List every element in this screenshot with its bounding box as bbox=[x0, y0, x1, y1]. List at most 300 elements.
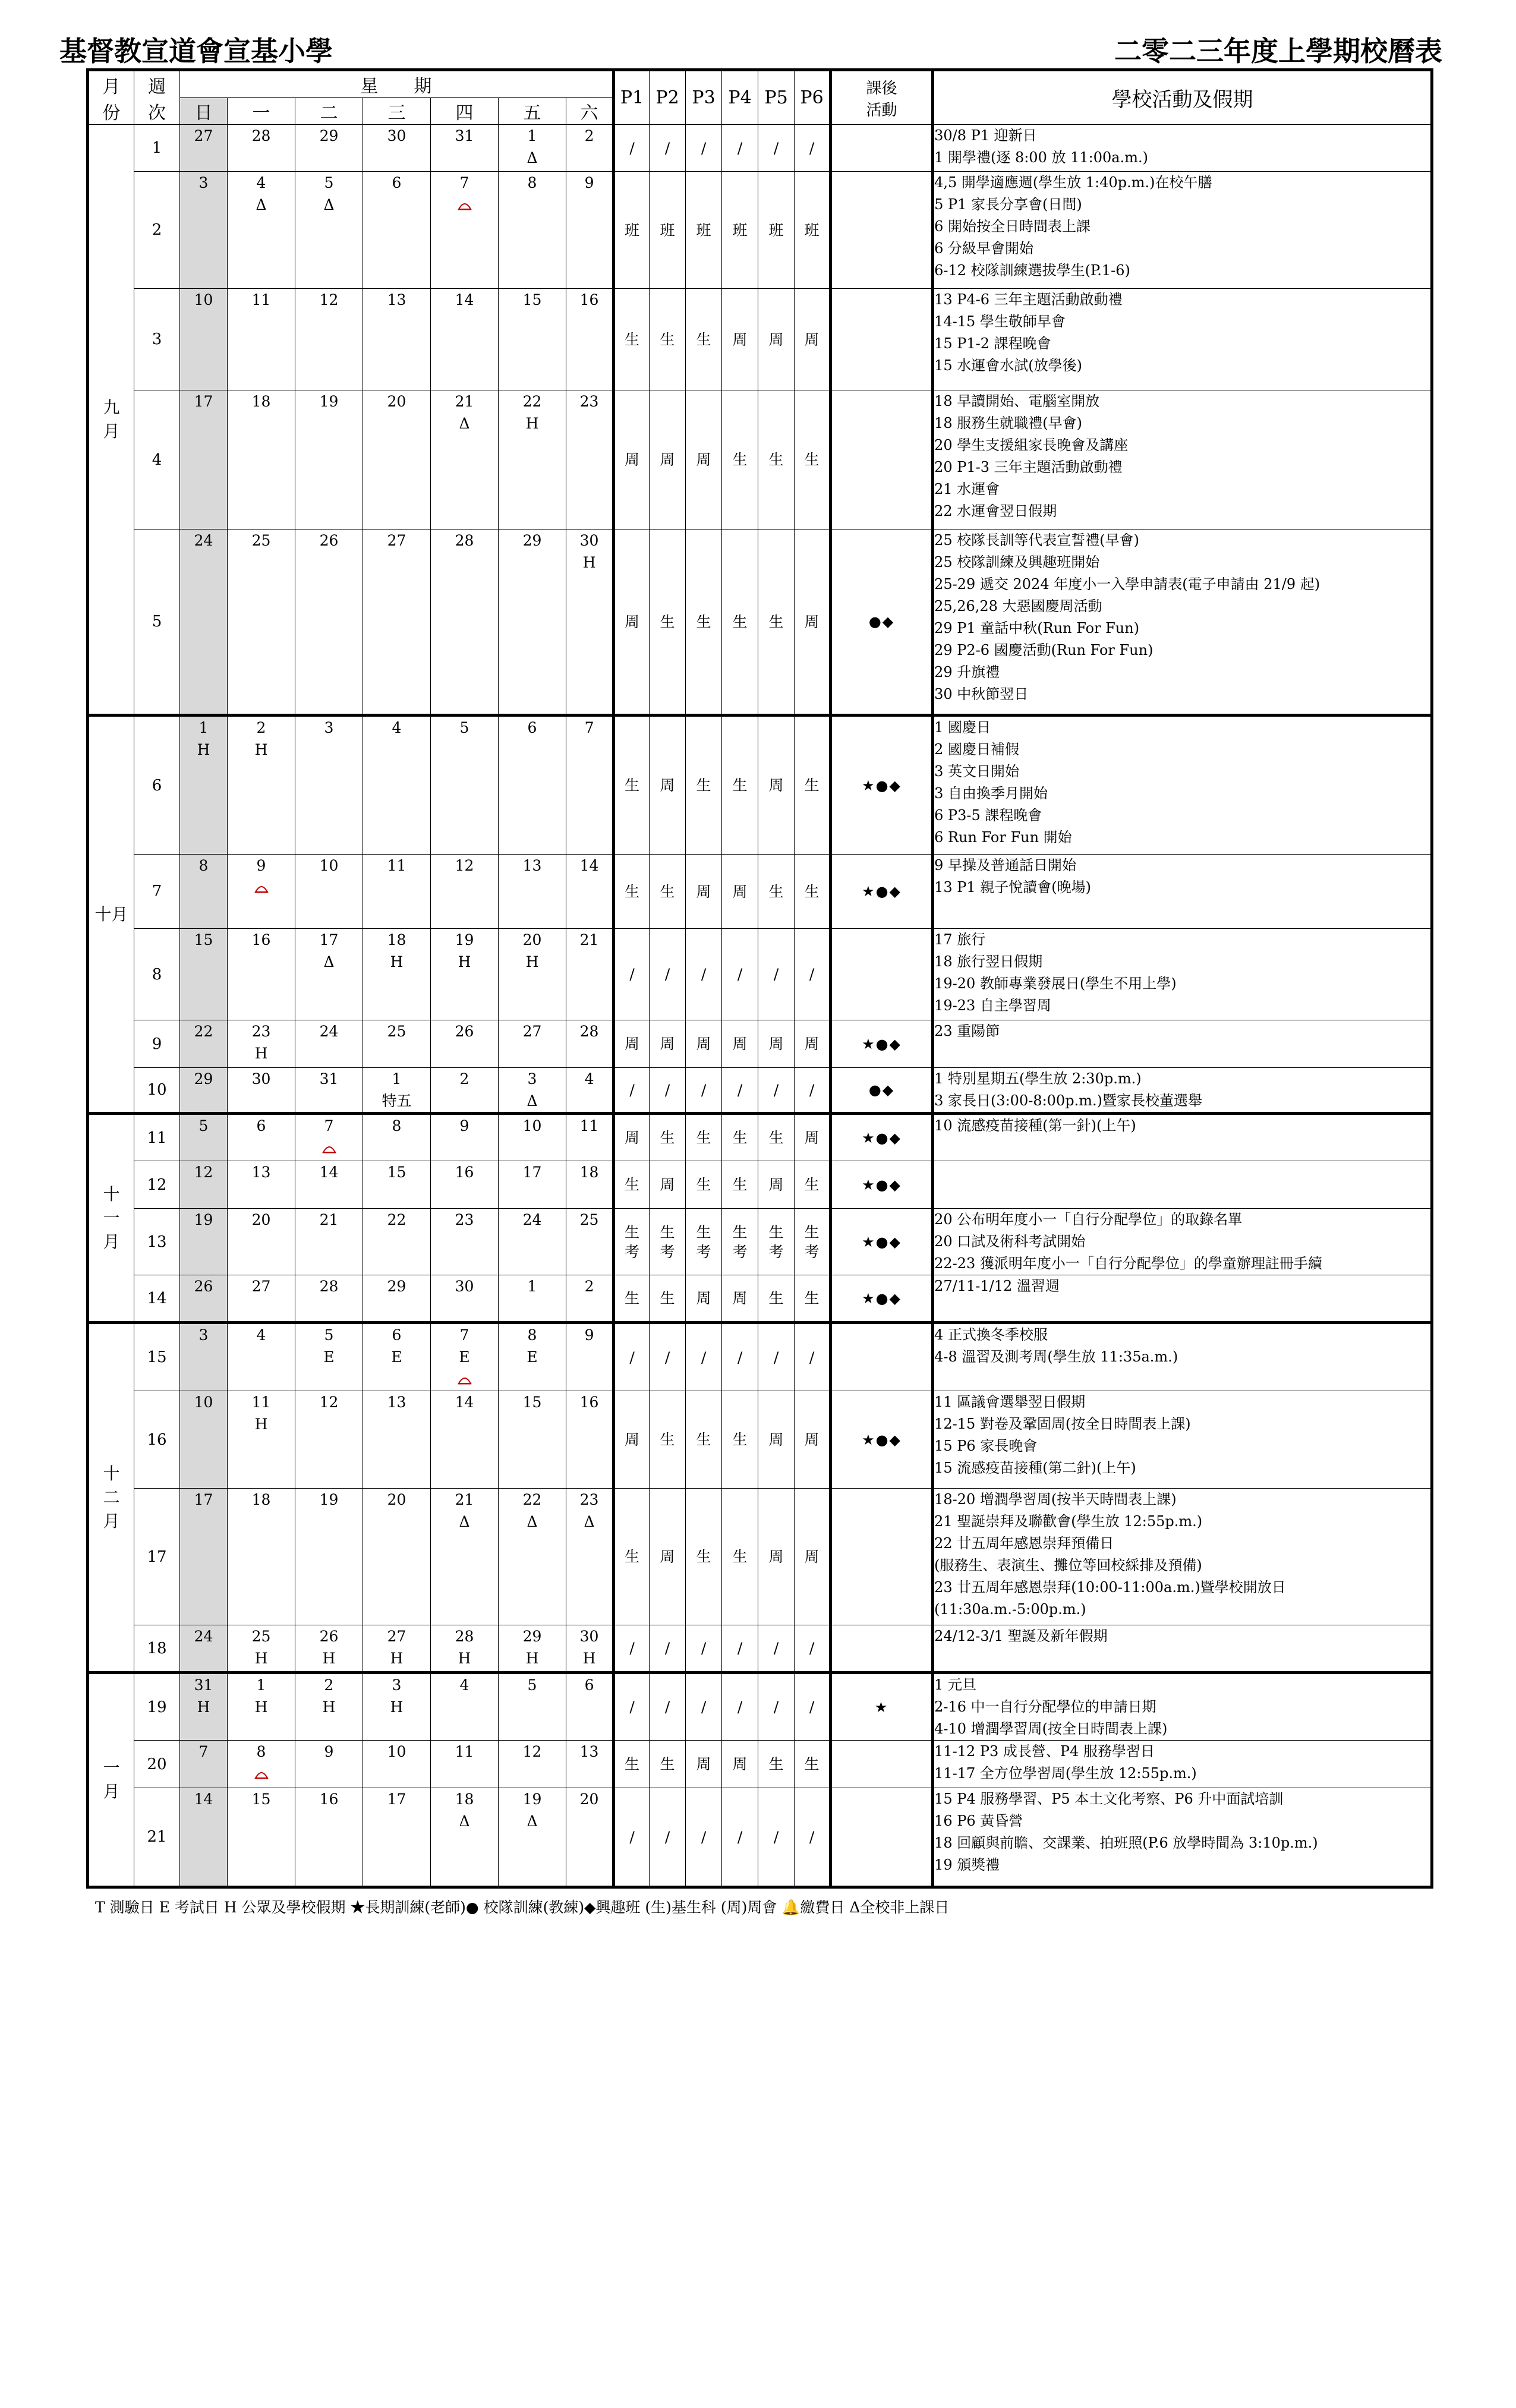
day-cell-text: 28 bbox=[579, 1023, 599, 1040]
class-p6-cell bbox=[795, 1209, 831, 1275]
activity-item: 4-10 增潤學習周(按全日時間表上課) bbox=[934, 1720, 1168, 1737]
day-cell-text: 6 bbox=[392, 1326, 402, 1344]
day-cell-text: 9 bbox=[584, 174, 594, 191]
day-cell-text: 17 bbox=[194, 1491, 213, 1508]
class-p4-cell bbox=[722, 1275, 758, 1323]
day-cell bbox=[363, 1489, 431, 1625]
activity-item: 5 P1 家長分享會(日間) bbox=[934, 196, 1082, 213]
day-cell bbox=[499, 1275, 566, 1323]
activity-item: (服務生、表演生、攤位等回校綵排及預備) bbox=[934, 1557, 1202, 1574]
day-cell bbox=[295, 1673, 363, 1741]
day-cell-text: 10 bbox=[194, 1394, 213, 1411]
activities-cell bbox=[933, 1741, 1432, 1788]
class-cell-text: / bbox=[629, 1081, 635, 1099]
day-cell-text: 10 bbox=[194, 291, 213, 308]
day-cell-text: 31 bbox=[194, 1676, 213, 1694]
day-cell-text: 22 bbox=[522, 1491, 542, 1508]
day-cell bbox=[228, 1020, 295, 1068]
weekday-group-header bbox=[180, 70, 614, 98]
day-cell bbox=[566, 529, 614, 716]
week-number: 8 bbox=[134, 929, 180, 1020]
after-school-cell: ●◆ bbox=[831, 529, 933, 716]
day-cell bbox=[180, 1020, 228, 1068]
week-row bbox=[88, 1161, 1432, 1209]
class-p2-cell bbox=[650, 1068, 686, 1114]
class-cell-text: / bbox=[773, 1640, 779, 1657]
day-cell bbox=[180, 1391, 228, 1489]
day-cell bbox=[566, 1068, 614, 1114]
class-p1-cell bbox=[614, 716, 650, 855]
day-cell-text: H bbox=[254, 1045, 268, 1062]
day-cell-text: 8 bbox=[527, 1326, 537, 1344]
class-cell-text: 生 bbox=[625, 1548, 640, 1565]
day-cell bbox=[431, 1323, 499, 1391]
day-cell-text: Δ bbox=[527, 149, 538, 166]
day-cell-text: 19 bbox=[319, 1491, 339, 1508]
after-school-label: 課後 活動 bbox=[866, 79, 897, 119]
week-number: 20 bbox=[134, 1741, 180, 1788]
day-cell-text: H bbox=[525, 953, 539, 970]
week-number: 4 bbox=[134, 390, 180, 529]
day-cell-text: 2 bbox=[256, 719, 266, 736]
class-p1-cell bbox=[614, 1741, 650, 1788]
class-cell-text: 周 bbox=[660, 777, 675, 794]
class-p3-cell bbox=[686, 1114, 722, 1161]
class-cell-text: 生 bbox=[660, 330, 675, 348]
activities-cell bbox=[933, 1625, 1432, 1673]
activity-item: 22 廿五周年感恩崇拜預備日 bbox=[934, 1535, 1114, 1552]
class-p2-cell bbox=[650, 125, 686, 172]
day-cell-text: 9 bbox=[324, 1743, 334, 1760]
day-cell bbox=[295, 1114, 363, 1161]
day-cell bbox=[295, 716, 363, 855]
day-cell bbox=[228, 172, 295, 289]
day-cell-text: 27 bbox=[251, 1278, 271, 1295]
month-label: 一 月 bbox=[103, 1758, 120, 1801]
after-school-cell bbox=[831, 1788, 933, 1887]
class-cell-text: 班 bbox=[732, 221, 748, 239]
class-p6-cell bbox=[795, 172, 831, 289]
class-p5-cell bbox=[758, 1068, 795, 1114]
class-p1-cell bbox=[614, 1020, 650, 1068]
day-cell-text: 10 bbox=[319, 857, 339, 874]
class-cell-text: / bbox=[701, 139, 707, 157]
week-row bbox=[88, 1323, 1432, 1391]
class-cell-text: 周 bbox=[696, 1035, 711, 1052]
activity-item: 16 P6 黃昏營 bbox=[934, 1813, 1023, 1829]
day-cell-text: 30 bbox=[251, 1070, 271, 1088]
day-cell-text: 6 bbox=[256, 1117, 266, 1134]
class-cell-text: 生 bbox=[660, 1755, 675, 1773]
class-p6-cell bbox=[795, 1114, 831, 1161]
class-cell-text: / bbox=[773, 1348, 779, 1366]
day-cell-text: 30 bbox=[579, 532, 599, 549]
activities-cell bbox=[933, 1275, 1432, 1323]
activity-item: 23 重陽節 bbox=[934, 1023, 1000, 1039]
day-cell-text: Δ bbox=[256, 196, 267, 213]
day-cell-text: Δ bbox=[584, 1513, 595, 1530]
day-cell bbox=[228, 1673, 295, 1741]
class-cell-text: 生 bbox=[768, 882, 784, 900]
activity-item: 29 P2-6 國慶活動(Run For Fun) bbox=[934, 642, 1153, 658]
day-cell-text: H bbox=[197, 1698, 210, 1716]
week-row bbox=[88, 1114, 1432, 1161]
day-cell bbox=[180, 855, 228, 929]
activity-item: 1 開學禮(逐 8:00 放 11:00a.m.) bbox=[934, 149, 1148, 166]
day-cell-text: 10 bbox=[387, 1743, 406, 1760]
activities-cell bbox=[933, 1020, 1432, 1068]
activity-item: 15 P6 家長晚會 bbox=[934, 1438, 1038, 1454]
activity-item: 3 家長日(3:00-8:00p.m.)暨家長校董選舉 bbox=[934, 1092, 1202, 1109]
after-school-cell: ★●◆ bbox=[831, 1020, 933, 1068]
class-p2-cell bbox=[650, 289, 686, 390]
activity-item: 15 水運會水試(放學後) bbox=[934, 357, 1082, 374]
day-cell bbox=[228, 1161, 295, 1209]
after-school-cell bbox=[831, 1741, 933, 1788]
day-cell bbox=[566, 1391, 614, 1489]
day-cell-text: 25 bbox=[579, 1211, 599, 1228]
day-cell bbox=[295, 1161, 363, 1209]
month-cell bbox=[88, 716, 134, 1114]
class-p2-cell bbox=[650, 390, 686, 529]
activity-item: 20 口試及術科考試開始 bbox=[934, 1233, 1086, 1250]
day-cell bbox=[228, 1489, 295, 1625]
class-cell-text: / bbox=[664, 1698, 670, 1716]
activity-item: 14-15 學生敬師早會 bbox=[934, 313, 1066, 330]
day-cell-text: 1 bbox=[392, 1070, 402, 1088]
class-cell-text: 周 bbox=[732, 1755, 748, 1773]
class-p6-cell bbox=[795, 1391, 831, 1489]
activity-item: 30/8 P1 迎新日 bbox=[934, 127, 1037, 144]
week-number: 15 bbox=[134, 1323, 180, 1391]
class-cell-text: 生 bbox=[732, 1176, 748, 1193]
day-cell bbox=[180, 1114, 228, 1161]
after-school-cell: ★●◆ bbox=[831, 1114, 933, 1161]
day-cell-text: 3 bbox=[324, 719, 334, 736]
day-cell-text: 14 bbox=[319, 1164, 339, 1181]
day-cell-text: 16 bbox=[579, 291, 599, 308]
class-p6-cell bbox=[795, 1068, 831, 1114]
day-cell-text: 31 bbox=[455, 127, 474, 144]
day-cell-text: 20 bbox=[251, 1211, 271, 1228]
fee-bell-icon bbox=[458, 202, 472, 210]
class-cell-text: 周 bbox=[625, 613, 640, 631]
class-cell-text: / bbox=[701, 1640, 707, 1657]
day-cell bbox=[180, 125, 228, 172]
activity-item: 2-16 中一自行分配學位的申請日期 bbox=[934, 1698, 1156, 1715]
class-p5-cell bbox=[758, 289, 795, 390]
day-cell-text: 12 bbox=[194, 1164, 213, 1181]
class-p3-cell bbox=[686, 1391, 722, 1489]
class-p4-cell bbox=[722, 1323, 758, 1391]
week-number: 1 bbox=[134, 125, 180, 172]
day-cell-text: 30 bbox=[579, 1628, 599, 1645]
activity-item: 30 中秋節翌日 bbox=[934, 686, 1029, 702]
activity-item: 20 P1-3 三年主題活動啟動禮 bbox=[934, 459, 1123, 475]
day-cell-text: H bbox=[582, 1650, 596, 1667]
month-label: 十月 bbox=[94, 904, 128, 924]
class-cell-text: 生 bbox=[732, 613, 748, 631]
day-cell bbox=[566, 1788, 614, 1887]
class-p1-cell bbox=[614, 1323, 650, 1391]
day-cell-text: 5 bbox=[198, 1117, 209, 1134]
activity-item: 11-17 全方位學習周(學生放 12:55p.m.) bbox=[934, 1765, 1197, 1782]
week-row bbox=[88, 1625, 1432, 1673]
week-number: 18 bbox=[134, 1625, 180, 1673]
class-cell-text: 周 bbox=[768, 777, 784, 794]
day-cell bbox=[566, 1489, 614, 1625]
class-p4-cell bbox=[722, 929, 758, 1020]
class-cell-text: 周 bbox=[768, 1035, 784, 1052]
day-cell bbox=[499, 289, 566, 390]
after-school-cell bbox=[831, 929, 933, 1020]
day-cell-text: 11 bbox=[455, 1743, 474, 1760]
activity-item: 6 P3-5 課程晚會 bbox=[934, 807, 1042, 824]
activity-item: 24/12-3/1 聖誕及新年假期 bbox=[934, 1628, 1108, 1644]
class-cell-text: 生 bbox=[696, 1176, 711, 1193]
class-cell-text: / bbox=[773, 966, 779, 983]
day-cell bbox=[295, 1209, 363, 1275]
day-cell bbox=[228, 390, 295, 529]
day-cell bbox=[363, 1323, 431, 1391]
day-cell-text: 4 bbox=[256, 1326, 266, 1344]
month-cell bbox=[88, 125, 134, 716]
activities-cell bbox=[933, 125, 1432, 172]
day-cell bbox=[228, 1114, 295, 1161]
day-cell-text: 13 bbox=[387, 291, 406, 308]
day-cell-text: 13 bbox=[251, 1164, 271, 1181]
day-cell-text: 15 bbox=[387, 1164, 406, 1181]
day-cell bbox=[499, 1209, 566, 1275]
class-cell-text: / bbox=[809, 1640, 815, 1657]
week-number: 21 bbox=[134, 1788, 180, 1887]
class-p5-cell bbox=[758, 1673, 795, 1741]
day-cell-text: 12 bbox=[455, 857, 474, 874]
class-cell-text: / bbox=[809, 1828, 815, 1846]
day-cell-text: H bbox=[458, 953, 471, 970]
day-cell-text: 9 bbox=[584, 1326, 594, 1344]
class-cell-text: / bbox=[629, 1698, 635, 1716]
class-cell-text: / bbox=[809, 966, 815, 983]
class-p3-cell bbox=[686, 716, 722, 855]
day-cell bbox=[295, 1020, 363, 1068]
day-cell bbox=[180, 929, 228, 1020]
day-cell bbox=[228, 1625, 295, 1673]
class-cell-text: 生 bbox=[732, 1431, 748, 1448]
day-cell bbox=[499, 1788, 566, 1887]
class-p1-cell bbox=[614, 1114, 650, 1161]
class-cell-text: 周 bbox=[804, 1548, 820, 1565]
class-p3-cell bbox=[686, 1323, 722, 1391]
class-cell-text: / bbox=[737, 1348, 743, 1366]
day-cell-text: 8 bbox=[198, 857, 209, 874]
class-p5-cell bbox=[758, 1741, 795, 1788]
class-p1-cell bbox=[614, 855, 650, 929]
class-cell-text: 周 bbox=[660, 451, 675, 468]
activity-item: 6 Run For Fun 開始 bbox=[934, 829, 1072, 846]
class-p6-cell bbox=[795, 929, 831, 1020]
day-cell bbox=[363, 1625, 431, 1673]
week-number: 12 bbox=[134, 1161, 180, 1209]
class-cell-text: 周 bbox=[804, 1431, 820, 1448]
day-cell bbox=[431, 125, 499, 172]
class-p5-cell bbox=[758, 1625, 795, 1673]
day-cell-text: H bbox=[582, 554, 596, 571]
day-cell bbox=[363, 390, 431, 529]
class-cell-text: / bbox=[629, 1828, 635, 1846]
class-p5-cell bbox=[758, 390, 795, 529]
month-label: 九 月 bbox=[103, 397, 120, 441]
day-cell bbox=[431, 1020, 499, 1068]
activity-item: 18 服務生就職禮(早會) bbox=[934, 415, 1082, 431]
day-cell-text: E bbox=[459, 1348, 470, 1366]
day-cell bbox=[295, 929, 363, 1020]
day-cell bbox=[431, 289, 499, 390]
legend: T 測驗日 E 考試日 H 公眾及學校假期 ★長期訓練(老師)● 校隊訓練(教練)◆興趣班 (生)基生科 (周)周會 🔔繳費日 Δ全校非上課日 bbox=[95, 1899, 950, 1916]
day-cell-text: 23 bbox=[251, 1023, 271, 1040]
day-cell bbox=[499, 1161, 566, 1209]
class-cell-text: 周 bbox=[660, 1176, 675, 1193]
day-cell bbox=[295, 855, 363, 929]
day-cell-text: 25 bbox=[251, 1628, 271, 1645]
day-cell-text: 3 bbox=[198, 174, 209, 191]
class-p3-cell bbox=[686, 1161, 722, 1209]
day-cell-text: 28 bbox=[319, 1278, 339, 1295]
class-cell-text: 考 bbox=[804, 1243, 820, 1260]
day-cell bbox=[499, 1673, 566, 1741]
day-cell-text: 25 bbox=[251, 532, 271, 549]
class-p6-cell bbox=[795, 1323, 831, 1391]
class-cell-text: 周 bbox=[804, 330, 820, 348]
day-cell bbox=[499, 529, 566, 716]
day-cell-text: Δ bbox=[527, 1813, 538, 1830]
class-p3-cell bbox=[686, 1020, 722, 1068]
class-p1-cell bbox=[614, 1161, 650, 1209]
day-cell bbox=[363, 529, 431, 716]
day-cell-text: 13 bbox=[522, 857, 542, 874]
day-cell bbox=[499, 716, 566, 855]
day-cell-text: 1 bbox=[198, 719, 209, 736]
class-cell-text: 生 bbox=[660, 1290, 675, 1307]
day-cell-text: 4 bbox=[584, 1070, 594, 1088]
after-school-cell: ★●◆ bbox=[831, 1275, 933, 1323]
day-cell bbox=[431, 1275, 499, 1323]
day-cell-text: 23 bbox=[579, 393, 599, 410]
activity-item: 10 流感疫苗接種(第一針)(上午) bbox=[934, 1117, 1136, 1134]
class-p6-cell bbox=[795, 1020, 831, 1068]
calendar-title: 二零二三年度上學期校曆表 bbox=[1114, 35, 1442, 67]
class-cell-text: 周 bbox=[660, 1548, 675, 1565]
day-cell bbox=[180, 1673, 228, 1741]
after-school-header bbox=[831, 70, 933, 125]
class-cell-text: / bbox=[773, 1698, 779, 1716]
class-cell-text: 生 bbox=[768, 1129, 784, 1146]
class-cell-text: 生 bbox=[804, 1223, 820, 1241]
day-cell-text: H bbox=[254, 1650, 268, 1667]
class-cell-text: 周 bbox=[696, 451, 711, 468]
day-cell bbox=[228, 1209, 295, 1275]
day-cell bbox=[180, 1625, 228, 1673]
day-cell-text: 29 bbox=[319, 127, 339, 144]
week-row bbox=[88, 172, 1432, 289]
activity-item: 1 特別星期五(學生放 2:30p.m.) bbox=[934, 1070, 1142, 1087]
class-cell-text: 生 bbox=[732, 1548, 748, 1565]
class-cell-text: 生 bbox=[768, 1755, 784, 1773]
day-cell bbox=[363, 716, 431, 855]
day-cell-text: 特五 bbox=[382, 1092, 412, 1110]
day-header-sat: 六 bbox=[566, 98, 614, 125]
activity-item: 19-23 自主學習周 bbox=[934, 997, 1051, 1014]
class-p1-cell bbox=[614, 172, 650, 289]
class-p4-cell bbox=[722, 1209, 758, 1275]
class-p5-cell bbox=[758, 1275, 795, 1323]
day-cell bbox=[431, 855, 499, 929]
activity-item: 22-23 獲派明年度小一「自行分配學位」的學童辦理註冊手續 bbox=[934, 1255, 1322, 1272]
class-cell-text: 班 bbox=[696, 221, 711, 239]
day-cell bbox=[431, 929, 499, 1020]
day-cell-text: 22 bbox=[194, 1023, 213, 1040]
class-cell-text: / bbox=[737, 1828, 743, 1846]
p5-header: P5 bbox=[758, 70, 795, 125]
day-cell bbox=[180, 529, 228, 716]
class-p6-cell bbox=[795, 1275, 831, 1323]
class-p3-cell bbox=[686, 1209, 722, 1275]
activities-cell bbox=[933, 390, 1432, 529]
activity-item: 20 公布明年度小一「自行分配學位」的取錄名單 bbox=[934, 1211, 1243, 1228]
day-cell bbox=[228, 1741, 295, 1788]
activities-cell bbox=[933, 1114, 1432, 1161]
activities-cell bbox=[933, 1323, 1432, 1391]
day-cell bbox=[431, 1209, 499, 1275]
class-cell-text: / bbox=[629, 1640, 635, 1657]
day-cell bbox=[499, 1489, 566, 1625]
class-p5-cell bbox=[758, 1114, 795, 1161]
activity-item: 25-29 遞交 2024 年度小一入學申請表(電子申請由 21/9 起) bbox=[934, 576, 1320, 592]
class-p5-cell bbox=[758, 716, 795, 855]
class-cell-text: 生 bbox=[732, 1223, 748, 1241]
class-p2-cell bbox=[650, 1323, 686, 1391]
class-cell-text: 周 bbox=[768, 330, 784, 348]
class-p2-cell bbox=[650, 1114, 686, 1161]
day-cell-text: 9 bbox=[459, 1117, 469, 1134]
class-p3-cell bbox=[686, 390, 722, 529]
class-p1-cell bbox=[614, 289, 650, 390]
class-p2-cell bbox=[650, 1020, 686, 1068]
class-p5-cell bbox=[758, 1020, 795, 1068]
class-cell-text: 生 bbox=[660, 882, 675, 900]
class-p3-cell bbox=[686, 1788, 722, 1887]
class-p2-cell bbox=[650, 529, 686, 716]
day-cell-text: 7 bbox=[584, 719, 594, 736]
day-cell bbox=[363, 855, 431, 929]
class-p5-cell bbox=[758, 855, 795, 929]
activity-item: 20 學生支援組家長晚會及講座 bbox=[934, 437, 1129, 453]
day-cell bbox=[363, 1114, 431, 1161]
day-cell-text: Δ bbox=[527, 1092, 538, 1110]
activities-cell bbox=[933, 289, 1432, 390]
class-cell-text: 生 bbox=[804, 451, 820, 468]
activity-item: 18 旅行翌日假期 bbox=[934, 953, 1043, 970]
class-p5-cell bbox=[758, 929, 795, 1020]
day-cell bbox=[180, 1788, 228, 1887]
fee-bell-icon bbox=[254, 885, 269, 893]
day-cell-text: 14 bbox=[194, 1791, 213, 1808]
day-cell-text: 2 bbox=[584, 127, 594, 144]
day-cell-text: 5 bbox=[324, 1326, 334, 1344]
day-cell bbox=[180, 1741, 228, 1788]
day-cell bbox=[295, 1323, 363, 1391]
class-cell-text: 周 bbox=[625, 1035, 640, 1052]
